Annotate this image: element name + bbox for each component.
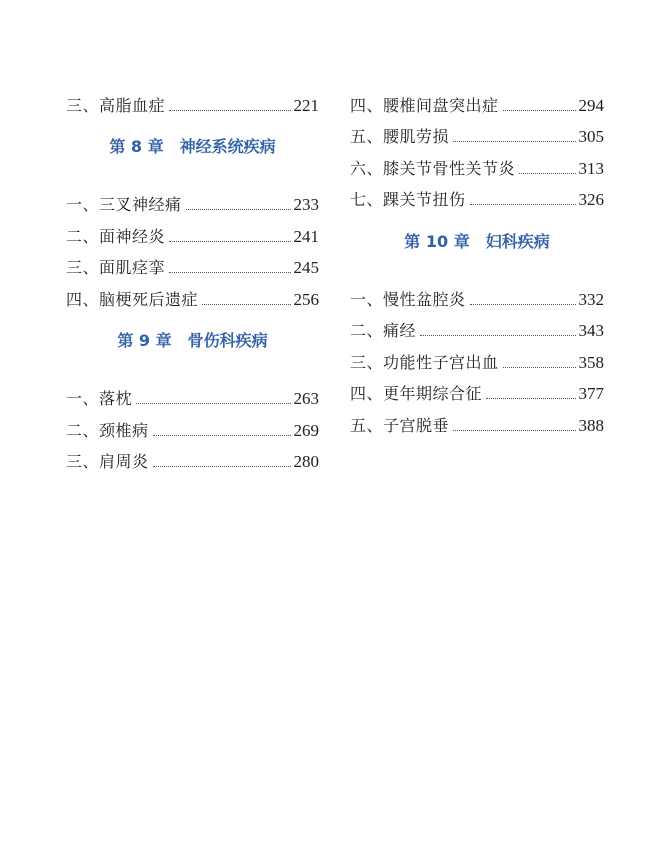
toc-entry-page-number: 313 bbox=[578, 158, 604, 178]
toc-entry-page-number: 326 bbox=[578, 190, 604, 209]
toc-entry-page-number: 221 bbox=[293, 95, 319, 115]
toc-entry[interactable] bbox=[350, 373, 604, 405]
chapter-number: 第 10 章 bbox=[404, 231, 470, 251]
toc-entry-page-number: 388 bbox=[578, 415, 604, 435]
toc-left-column bbox=[66, 84, 319, 472]
toc-entry[interactable] bbox=[350, 278, 604, 310]
toc-entry-label: 一、三叉神经痛 bbox=[66, 195, 182, 214]
toc-entry-page-number: 263 bbox=[293, 389, 319, 408]
dot-leader bbox=[153, 435, 291, 436]
dot-leader bbox=[503, 110, 576, 111]
dot-leader bbox=[453, 141, 575, 142]
toc-entry-page-number: 269 bbox=[293, 420, 319, 440]
toc-entry-label: 四、腰椎间盘突出症 bbox=[350, 95, 499, 115]
toc-entry-label: 五、腰肌劳损 bbox=[350, 127, 450, 146]
dot-leader bbox=[470, 204, 576, 205]
toc-entry[interactable] bbox=[350, 116, 604, 148]
toc-entry-label: 一、落枕 bbox=[66, 389, 133, 408]
toc-entry-label: 一、慢性盆腔炎 bbox=[350, 289, 466, 309]
toc-entry[interactable] bbox=[66, 409, 319, 441]
toc-entry-label: 三、面肌痉挛 bbox=[66, 258, 166, 277]
chapter-title: 骨伤科疾病 bbox=[187, 331, 268, 350]
toc-entry-label: 七、踝关节扭伤 bbox=[350, 190, 466, 209]
dot-leader bbox=[169, 110, 290, 111]
toc-entry-page-number: 343 bbox=[578, 321, 604, 340]
toc-entry[interactable] bbox=[66, 215, 319, 247]
toc-entry-page-number: 233 bbox=[293, 195, 319, 214]
dot-leader bbox=[169, 272, 290, 273]
toc-entry-page-number: 358 bbox=[578, 352, 604, 372]
toc-entry-page-number: 245 bbox=[293, 258, 319, 277]
chapter-heading bbox=[66, 116, 319, 176]
toc-entry-page-number: 256 bbox=[293, 289, 319, 309]
toc-entry-page-number: 280 bbox=[293, 452, 319, 471]
toc-entry-label: 二、面神经炎 bbox=[66, 226, 166, 246]
toc-entry[interactable] bbox=[350, 310, 604, 342]
dot-leader bbox=[503, 367, 576, 368]
dot-leader bbox=[486, 398, 575, 399]
chapter-number: 第 8 章 bbox=[109, 137, 164, 156]
toc-entry-label: 四、更年期综合征 bbox=[350, 384, 483, 403]
toc-entry[interactable] bbox=[66, 378, 319, 410]
dot-leader bbox=[470, 304, 576, 305]
dot-leader bbox=[136, 403, 290, 404]
toc-entry-page-number: 241 bbox=[293, 226, 319, 246]
toc-entry[interactable] bbox=[66, 184, 319, 216]
toc-entry-page-number: 305 bbox=[578, 127, 604, 146]
toc-entry-page-number: 377 bbox=[578, 384, 604, 403]
toc-entry[interactable] bbox=[350, 179, 604, 211]
toc-entry-label: 二、痛经 bbox=[350, 321, 417, 340]
toc-entry-label: 三、功能性子宫出血 bbox=[350, 352, 499, 372]
toc-entry[interactable] bbox=[66, 84, 319, 116]
toc-entry[interactable] bbox=[350, 404, 604, 436]
dot-leader bbox=[420, 335, 575, 336]
dot-leader bbox=[169, 241, 290, 242]
toc-entry-label: 五、子宫脱垂 bbox=[350, 415, 450, 435]
chapter-heading bbox=[66, 310, 319, 370]
chapter-title: 神经系统疾病 bbox=[179, 137, 276, 156]
chapter-title: 妇科疾病 bbox=[485, 231, 550, 251]
toc-entry-label: 六、膝关节骨性关节炎 bbox=[350, 158, 516, 178]
dot-leader bbox=[519, 173, 575, 174]
toc-entry-label: 二、颈椎病 bbox=[66, 420, 149, 440]
toc-entry[interactable] bbox=[350, 84, 604, 116]
toc-entry-page-number: 294 bbox=[578, 95, 604, 115]
toc-entry-label: 三、肩周炎 bbox=[66, 452, 149, 471]
toc-right-column bbox=[350, 84, 604, 436]
toc-entry[interactable] bbox=[66, 278, 319, 310]
toc-entry-label: 四、脑梗死后遗症 bbox=[66, 289, 199, 309]
toc-entry[interactable] bbox=[66, 247, 319, 279]
toc-entry[interactable] bbox=[350, 147, 604, 179]
toc-entry-label: 三、高脂血症 bbox=[66, 95, 166, 115]
dot-leader bbox=[153, 466, 291, 467]
toc-entry[interactable] bbox=[350, 341, 604, 373]
dot-leader bbox=[202, 304, 290, 305]
dot-leader bbox=[186, 209, 291, 210]
chapter-heading bbox=[350, 210, 604, 270]
toc-entry-page-number: 332 bbox=[578, 289, 604, 309]
toc-entry[interactable] bbox=[66, 441, 319, 473]
dot-leader bbox=[453, 430, 575, 431]
chapter-number: 第 9 章 bbox=[117, 331, 172, 350]
